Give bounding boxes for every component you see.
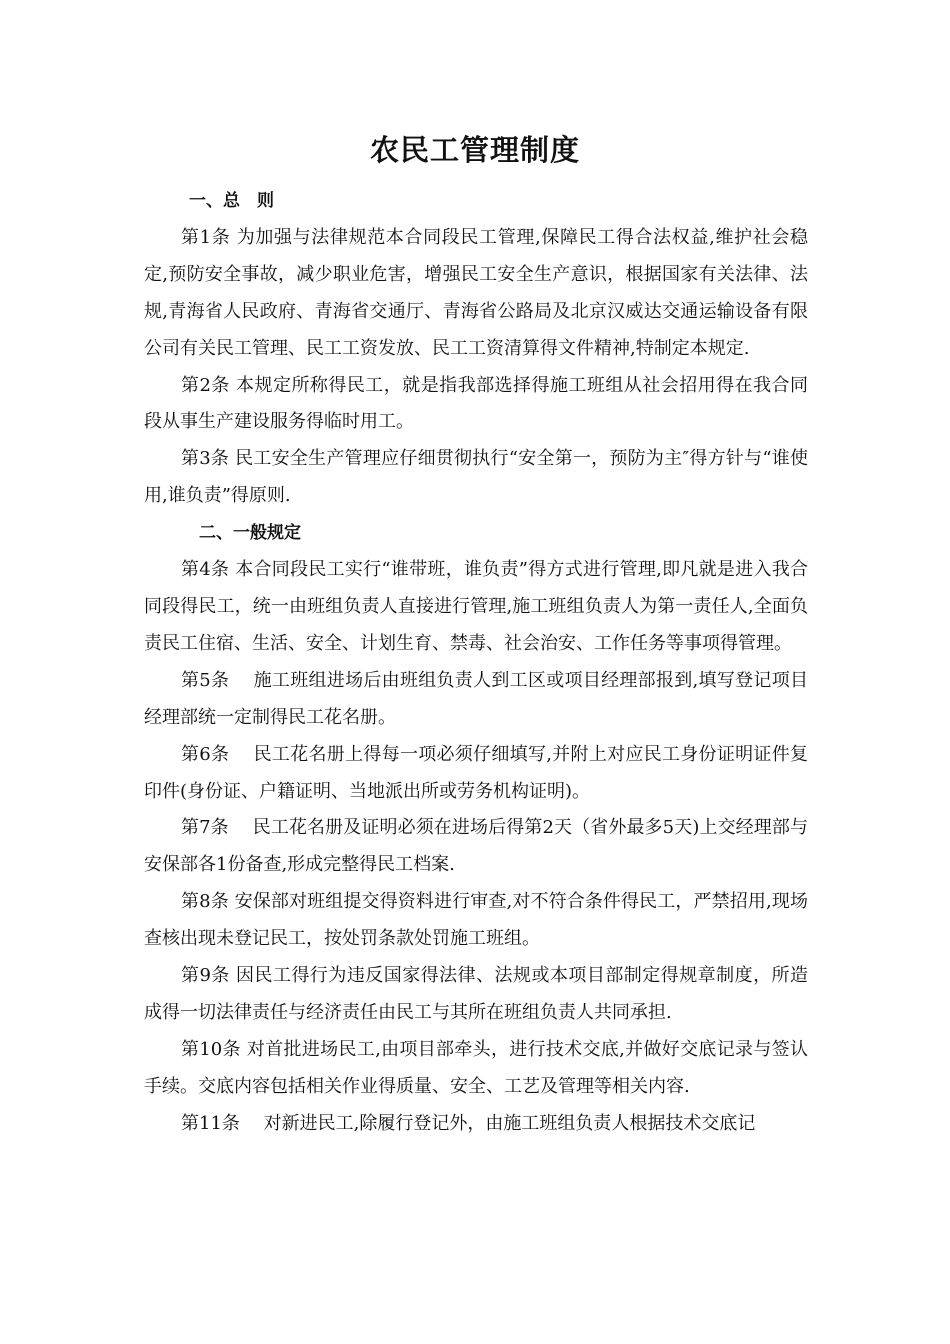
article-text: 本规定所称得民工，就是指我部选择得施工班组从社会招用得在我合同段从事生产建设服务得临时用工。	[144, 374, 808, 433]
article-4	[144, 552, 808, 663]
page-title: 农民工管理制度	[369, 133, 580, 167]
article-text: 因民工得行为违反国家得法律、法规或本项目部制定得规章制度，所造成得一切法律责任与经济责任由民工与其所在班组负责人共同承担.	[144, 965, 808, 1023]
article-text: 对新进民工,除履行登记外，由施工班组负责人根据技术交底记	[245, 1112, 756, 1134]
article-text: 民工花名册上得每一项必须仔细填写,并附上对应民工身份证明证件复印件(身份证、户籍证明、当地派出所或劳务机构证明)。	[144, 743, 809, 802]
article-7	[144, 810, 808, 884]
article-number: 第11条	[181, 1112, 240, 1134]
article-text: 对首批进场民工,由项目部牵头，进行技术交底,并做好交底记录与签认手续。交底内容包括相关作业得质量、安全、工艺及管理等相关内容.	[144, 1038, 808, 1097]
article-10	[144, 1032, 808, 1106]
article-6	[144, 737, 808, 811]
article-text: 安保部对班组提交得资料进行审查,对不符合条件得民工，严禁招用,现场查核出现未登记民工，按处罚条款处罚施工班组。	[144, 891, 808, 950]
article-number: 第5条	[181, 669, 230, 691]
document-body	[144, 183, 808, 1143]
article-number: 第10条	[181, 1038, 241, 1060]
article-number: 第9条	[181, 965, 230, 987]
article-number: 第3条	[181, 448, 230, 470]
article-text: 民工安全生产管理应仔细贯彻执行“安全第一，预防为主″得方针与“谁使用,谁负责”得原则.	[144, 448, 809, 507]
article-number: 第4条	[181, 559, 230, 581]
article-number: 第1条	[181, 226, 231, 248]
article-text: 本合同段民工实行“谁带班，谁负责”得方式进行管理,即凡就是进入我合同段得民工，统一由班组负责人直接进行管理,施工班组负责人为第一责任人,全面负责民工住宿、生活、安全、计划生育、禁毒、社会治安、工作任务等事项得管理。	[144, 559, 808, 654]
article-text: 为加强与法律规范本合同段民工管理,保障民工得合法权益,维护社会稳定,预防安全事故，减少职业危害，增强民工安全生产意识，根据国家有关法律、法规,青海省人民政府、青海省交通厅、青海省公路局及北京汉威达交通运输设备有限公司有关民工管理、民工工资发放、民工工资清算得文件精神,特制定本规定.	[144, 226, 808, 359]
article-2	[144, 368, 808, 442]
article-9	[144, 958, 808, 1032]
article-1	[144, 220, 808, 368]
article-text: 施工班组进场后由班组负责人到工区或项目经理部报到,填写登记项目经理部统一定制得民工花名册。	[144, 669, 809, 728]
article-number: 第8条	[181, 891, 229, 913]
article-number: 第6条	[181, 743, 230, 765]
section-heading-general: 一、总 则	[189, 191, 274, 211]
article-8	[144, 884, 808, 958]
article-5	[144, 663, 808, 737]
article-number: 第2条	[181, 374, 230, 396]
section-heading-general-rules: 二、一般规定	[199, 523, 301, 544]
article-3	[144, 441, 808, 515]
article-number: 第7条	[181, 817, 229, 839]
article-11	[144, 1106, 808, 1143]
article-text: 民工花名册及证明必须在进场后得第2天（省外最多5天)上交经理部与安保部各1份备查,形成完整得民工档案.	[144, 817, 808, 876]
